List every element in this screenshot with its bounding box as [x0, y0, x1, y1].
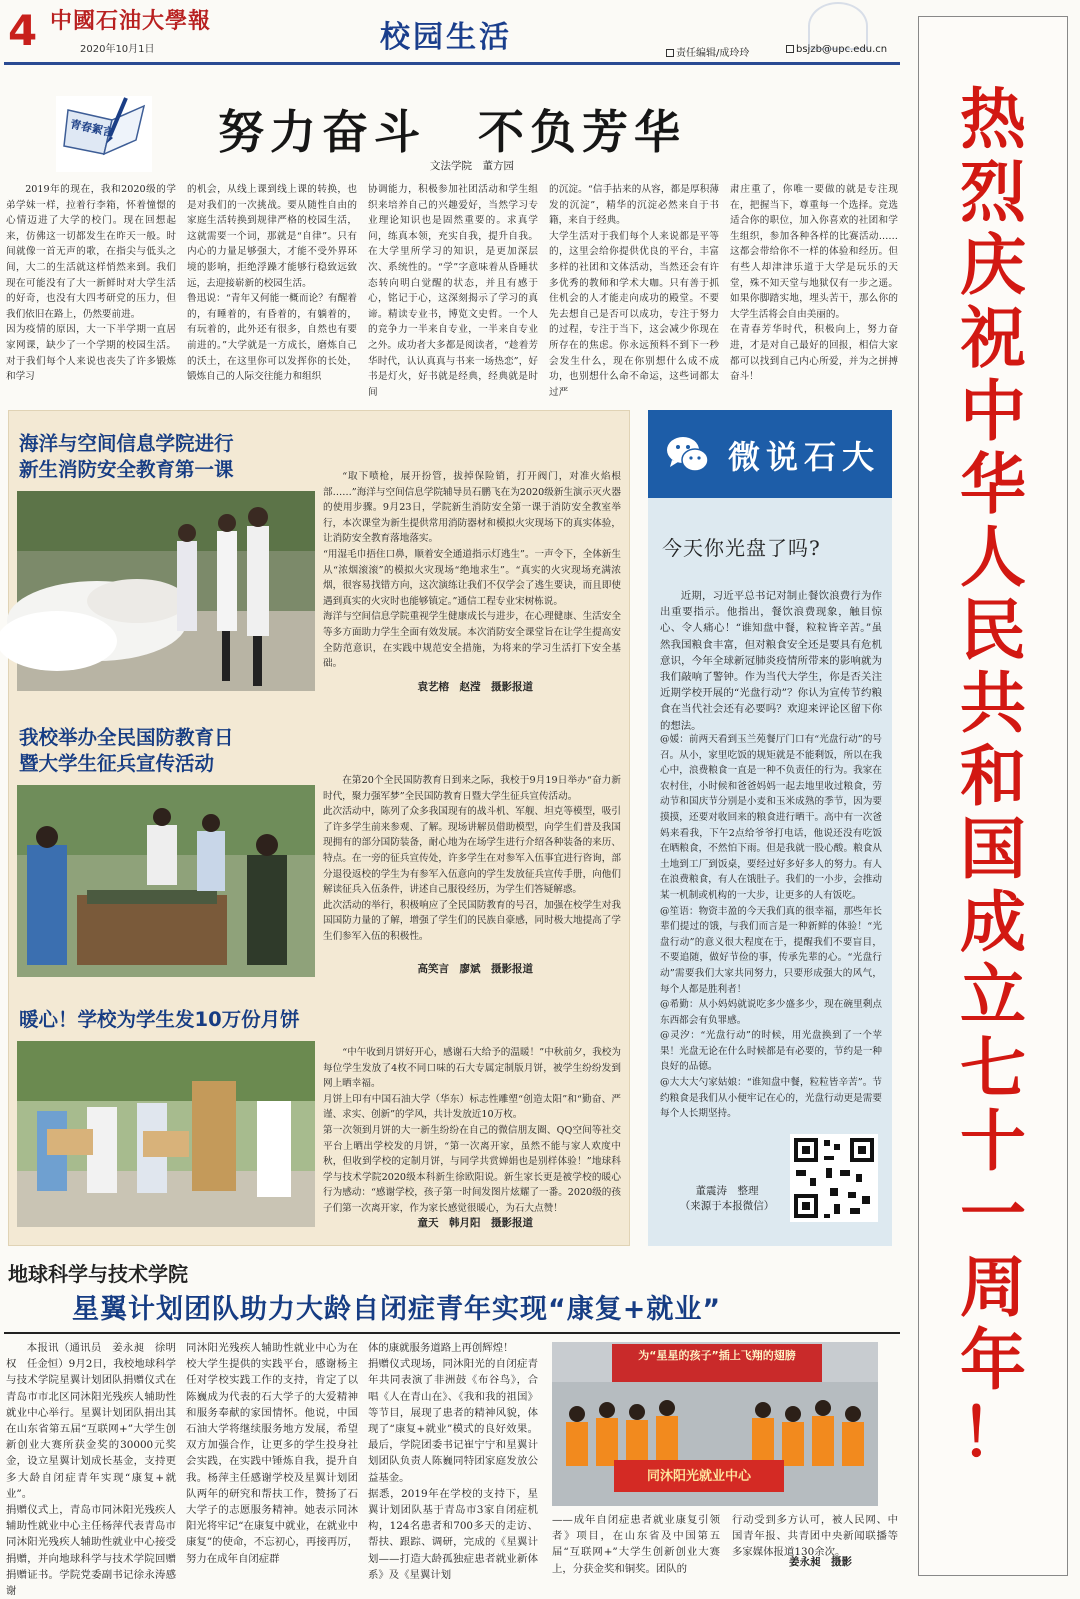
page-number: 4: [8, 6, 38, 55]
article-fire-body: “取下喷枪，展开扮管，拔掉保险销，打开阀门，对准火焰根部……”海洋与空间信息学院辅导员石鹏飞在为2020级新生演示灭火器的使用步骤。9月23日，学院新生消防安全第一课于消防安全教室举行，本次课堂为新生提供常用消防器材和模拟火灾现场下的真实体验，让消防安全教育落地落实。 “用湿毛巾捂住口鼻，顺着安全通道指示灯逃生”。一声令下，全体新生从“浓烟滚滚”的模拟火灾现场“绝地求生”。“真实的火灾现场充满浓烟，很容易找错方向，这次演练让我们不仅学会了逃生要诀，而且即使遇到真实的火灾时也能够镇定。”通信工程专业宋树栋说。 海洋与空间信息学院重视学生健康成长与进步，在心理健康、生活安全等多方面助力学生全面有效发展。本次消防安全课堂旨在让学生提高安全防范意识，在实践中规范安全措施，为将来的学习生活打下安全基础。: [323, 471, 621, 670]
banner-char: 祝: [960, 299, 1026, 377]
editor-email[interactable]: [786, 44, 887, 55]
weibo-question: 今天你光盘了吗?: [662, 536, 821, 560]
feature-credit: 姜永昶 摄影: [789, 1556, 852, 1568]
banner-char: 共: [960, 664, 1026, 742]
checkbox-icon: [666, 49, 674, 57]
feature-column-1: 本报讯（通讯员 姜永昶 徐明权 任金恒）9月2日，我校地球科学与技术学院星翼计划团队捐赠仪式在青岛市市北区同沐阳光残疾人辅助性就业中心举行。星翼计划团队捐出其在山东省第五届“互联网+”大学生创新创业大赛所获金奖的30000元奖金，设立星翼计划成长基金，支持更多大龄自闭症青年实现“康复+就业”。 捐赠仪式上，青岛市同沐阳光残疾人辅助性就业中心主任杨萍代表青岛市同沐阳光残疾人辅助性就业中心接受捐赠，并向地球科学与技术学院回赠捐赠证书。学院党委副书记徐永涛感谢: [6, 1342, 176, 1598]
article-defense-body: 在第20个全民国防教育日到来之际，我校于9月19日举办“奋力新时代，聚力强军梦”全民国防教育日暨大学生征兵宣传活动。 此次活动中，陈列了众多我国现有的战斗机、军舰、坦克等模型，吸引了许多学生前来参观、了解。现场讲解员借助模型，向学生们普及我国现拥有的部分国防装备，耐心地为在场学生进行介绍各种装备的来历、特点。在一旁的征兵宣传处，许多学生在对参军入伍事宜进行咨询，部分退役返校的学生为有参军入伍意向的学生发放征兵宣传手册，向他们解读征兵入伍条件，讲述自己服役经历，为学生们答疑解惑。 此次活动的举行，积极响应了全民国防教育的号召，加强在校学生对我国国防力量的了解，增强了学生们的民族自豪感，同时极大地提高了学生们参军入伍的积极性。: [323, 775, 621, 942]
masthead: 中國石油大學報: [50, 8, 212, 34]
banner-char: 年: [960, 1321, 1026, 1399]
article-defense-credit: 高笑言 廖斌 摄影报道: [417, 963, 533, 975]
essay-column-3: 协调能力，积极参加社团活动和学生组织来培养自己的兴趣爱好，当然学习专业理论知识也是固然重要的。求真学问，练真本领，充实自我，提升自我。在大学里所学习的知识，是更加深层次、系统性的。“学”字意味着从昏睡状态转向明白觉醒的状态，并且有感于心，铭记于心，这深刻揭示了学习的真谛。精读专业书，博览文史哲。一个人的竞争力一半来自专业，一半来自专业之外。成功者大多都是阅读者，“趁着芳华时代，认认真真与书来一场热恋”，好书是灯火，好书就是经典，经典就是时间: [368, 184, 538, 398]
feature-column-2: 同沐阳光残疾人辅助性就业中心为在校大学生提供的实践平台，感谢杨主任对学校实践工作的支持，肯定了以陈巍成为代表的石大学子的大爱精神和服务奉献的家国情怀。他说，中国石油大学将继续服务地方发展，希望双方加强合作，让更多的学生投身社会实践，在实践中锤炼自我，提升自我。杨萍主任感谢学校及星翼计划团队两年的研究和帮扶工作，赞扬了石大学子的志愿服务精神。她表示同沐阳光将牢记“在康复中就业，在就业中康复”的使命，不忘初心，再接再厉，努力在成年自闭症群: [186, 1342, 358, 1565]
banner-char: 烈: [960, 153, 1026, 231]
banner-char: 热: [960, 80, 1026, 158]
essay-logo-text: 青春絮言: [69, 117, 115, 140]
banner-char: 十: [960, 1102, 1026, 1180]
feature-department: 地球科学与技术学院: [8, 1262, 188, 1286]
header-rule: [4, 62, 900, 65]
essay-column-5: 肃庄重了，你唯一要做的就是专注现在，把握当下，尊重每一个选择。竞选适合你的职位，加入你喜欢的社团和学生组织，参加各种各样的比赛活动……这都会带给你不一样的体验和经历。但有些人却津津乐道于大学是玩乐的天堂，殊不知天堂与地狱仅有一步之遥。如果你脚踏实地，埋头苦干，那么你的大学生活将会自由美丽的。 在青春芳华时代，积极向上，努力奋进，才是对自己最好的回报，相信大家都可以找到自己内心所爱，并为之拼搏奋斗！: [730, 184, 898, 383]
banner-char: 一: [960, 1175, 1026, 1253]
banner-char: 人: [960, 518, 1026, 596]
banner-char: 周: [960, 1248, 1026, 1326]
article-mooncake-title: 暖心！学校为学生发10万份月饼: [19, 1008, 300, 1031]
essay-column-1: 2019年的现在，我和2020级的学弟学妹一样，拉着行李箱，怀着憧憬的心情迈进了大学的校门。现在回想起来，仿佛这一切都发生在昨天一般。时间就像一首无声的歌，在指尖与低头之间，大二的生活就这样悄然来到。我们现在可能没有了大一新鲜时对大学生活的好奇，也没有大四考研党的压力，但我们依旧在路上，仍然要前进。 因为疫情的原因，大一下半学期一直居家网课，缺少了一个学期的校园生活。对于我们每个人来说也丧失了许多锻炼和学习: [6, 184, 176, 383]
weibo-editor: 董震涛 整理: [695, 1185, 759, 1197]
email-address[interactable]: bsjzb@upc.edu.cn: [796, 44, 888, 55]
article-fire-credit: 袁艺榕 赵滢 摄影报道: [417, 681, 533, 693]
article-mooncake-body: “中午收到月饼好开心，感谢石大给予的温暖！”中秋前夕，我校为每位学生发放了4枚不同口味的石大专属定制版月饼，被学生纷纷发到网上晒幸福。 月饼上印有中国石油大学（华东）标志性雕塑“创造太阳”和“勤奋、严谨、求实、创新”的学风，共计发放近10万枚。 第一次领到月饼的大一新生纷纷在自己的微信朋友圈、QQ空间等社交平台上晒出学校发的月饼，“第一次离开家，虽然不能与家人欢度中秋，但收到学校的定制月饼，与同学共赏婵娟也是别样体验！”地球科学与技术学院2020级本科新生徐欧阳说。新生家长更是被学校的暖心行为感动：“感谢学校，孩子第一时间发图片炫耀了一番。2020级的孩子们第一次离开家，作为家长感觉很暖心，为石大点赞！: [323, 1047, 621, 1214]
banner-char: 七: [960, 1029, 1026, 1107]
article-defense-title: 我校举办全民国防教育日 暨大学生征兵宣传活动: [19, 726, 234, 775]
essay-byline: 文法学院 董方园: [430, 160, 514, 172]
editor-name: 责任编辑/成玲玲: [676, 48, 750, 59]
mooncake-photo: [17, 1041, 315, 1227]
banner-char: 国: [960, 810, 1026, 888]
feature-column-5: 行动受到多方认可，被人民网、中国青年报、共青团中央新闻联播等多家媒体报道130余次。: [732, 1514, 898, 1559]
weibo-intro: 近期，习近平总书记对制止餐饮浪费行为作出重要指示。他指出，餐饮浪费现象，触目惊心、令人痛心！“谁知盘中餐，粒粒皆辛苦。”虽然我国粮食丰富，但对粮食安全还是要具有危机意识，今年全球新冠肺炎疫情所带来的影响就为我们敲响了警钟。作为当代大学生，你是否关注近期学校开展的“光盘行动”？你认为宣传节约粮食在当代社会还有必要吗？欢迎来评论区留下你的想法。: [660, 590, 882, 732]
essay-column-4: 的沉淀。“信手拈来的从容，都是厚积薄发的沉淀”，精华的沉淀必然来自于书籍，来自于经典。 大学生活对于我们每个人来说都是平等的，这里会给你提供优良的平台，丰富多样的社团和文体活动，当然还会有许多优秀的教师和学术大咖。只有善于抓住机会的人才能走向成功的殿堂。不要先去想自己是否可以成功，专注于努力的过程，专注于当下，这会减少你现在所存在的焦虑。你永远预料不到下一秒会发生什么，现在你别想什么成不成功，也别想什么命不命运，这些词都太过严: [549, 184, 719, 398]
banner-char: 庆: [960, 226, 1026, 304]
photo-banner-text: 为“星星的孩子”插上飞翔的翅膀: [638, 1349, 796, 1362]
weibo-box: [648, 410, 892, 1246]
checkbox-icon: [786, 45, 794, 53]
fire-drill-photo: [17, 491, 315, 691]
banner-char: 民: [960, 591, 1026, 669]
banner-text: [919, 17, 1067, 1470]
feature-column-4: ——成年自闭症患者就业康复引领者》项目，在山东省及中国第五届“互联网+”大学生创新创业大赛上，分获金奖和铜奖。团队的: [552, 1514, 720, 1575]
section-title: 校园生活: [380, 20, 512, 55]
feature-title: 星翼计划团队助力大龄自闭症青年实现“康复+就业”: [72, 1294, 722, 1325]
banner-char: 和: [960, 737, 1026, 815]
photo-sign-text: 同沐阳光就业中心: [646, 1469, 751, 1484]
defense-event-photo: [17, 785, 315, 977]
banner-char: 成: [960, 883, 1026, 961]
university-seal-icon: [808, 2, 868, 50]
essay-column-2: 的机会，从线上课到线上课的转换，也是对我们的一次挑战。要从随性自由的家庭生活转换到规律严格的校园生活，这就需要一个词，那就是“自律”。只有内心的力量足够强大，才能不受外界环境的影响，拒绝浮躁才能够行稳致远致远，去迎接崭新的校园生活。 鲁迅说：“青年又何能一概而论？有醒着的，有睡着的，有昏着的，有躺着的，有玩着的，此外还有很多，自然也有要前进的。”大学就是一方成长，磨炼自己的沃土，在这里你可以发挥你的长处，锻炼自己的人际交往能力和组织: [187, 184, 357, 383]
qr-code[interactable]: [790, 1134, 878, 1222]
banner-char: ！: [960, 1394, 1026, 1472]
campus-news-box: [8, 410, 630, 1246]
weibo-title: 微说石大: [728, 438, 881, 476]
publication-date: 2020年10月1日: [80, 44, 155, 55]
celebration-banner: [918, 16, 1068, 1576]
feature-rule: [4, 1332, 900, 1334]
essay-title: 努力奋斗 不负芳华: [218, 105, 686, 159]
feature-column-3: 体的康就服务道路上再创辉煌！ 捐赠仪式现场，同沐阳光的自闭症青年共同表演了非洲鼓《布谷鸟》，合唱《人在青山在》、《我和我的祖国》等节目，展现了患者的精神风貌，体现了“康复+就业”模式的良好效果。最后，学院团委书记崔宁宁和星翼计划团队负责人陈巍同特团家庭发放公益基金。 据悉，2019年在学校的支持下，星翼计划团队基于青岛市3家自闭症机构，124名患者和700多天的走访、帮扶、跟踪、调研，完成的《星翼计划——打造大龄孤独症患者就业新体系》及《星翼计划: [368, 1342, 538, 1581]
weibo-source: （来源于本报微信）: [679, 1200, 775, 1212]
weibo-comments: @媛：前两天看到玉兰苑餐厅门口有“光盘行动”的号召。从小，家里吃饭的规矩就是不能剩饭，所以在我心中，浪费粮食一直是一种不负责任的行为。我家在农村住，小时候和爸爸妈妈一起去地里收过粮食，劳动节和国庆节分别是小麦和玉米成熟的季节，因为要摸摸，还要对收回来的粮食进行晒干。高中有一次爸妈来看我，下午2点给爷爷打电话，他说还没有吃饭在晒粮食，不然怕下雨。但是我就一股心酸。粮食从土地到工厂到饭桌，要经过好多好多人的努力。有人在浪费粮食，有人在饿肚子。我们的一小步，会推动某一机制或机构的一大步，让更多的人有饭吃。 @笙语：物资丰盈的今天我们真的很幸福，那些年长辈们提过的饿，与我们而言是一种新鲜的体验！“光盘行动”的意义很大程度在于，提醒我们不要盲目，不要追随，做好节俭的事，传承先辈的心。“光盘行动”需要我们大家共同努力，只要形成强大的风气，每个人都是胜利者！ @希勤：从小妈妈就说吃多少盛多少，现在碗里剩点东西都会有负罪感。 @灵汐：“光盘行动”的时候，用光盘换到了一个苹果！光盘无论在什么时候都是有必要的，节约是一种良好的品德。 @大大大勺家姑娘：“谁知盘中餐，粒粒皆辛苦”。节约粮食是我们从小便牢记在心的，光盘行动更是需要每个人长期坚持。: [660, 734, 882, 1120]
banner-char: 华: [960, 445, 1026, 523]
wechat-icon: [666, 434, 710, 476]
weibo-attribution: [662, 1184, 792, 1214]
article-mooncake-credit: 童天 韩月阳 摄影报道: [417, 1217, 533, 1229]
banner-char: 中: [960, 372, 1026, 450]
banner-char: 立: [960, 956, 1026, 1034]
page-header: [0, 0, 900, 64]
editor-credit: [666, 44, 749, 59]
article-fire-title: 海洋与空间信息学院进行 新生消防安全教育第一课: [19, 432, 234, 481]
